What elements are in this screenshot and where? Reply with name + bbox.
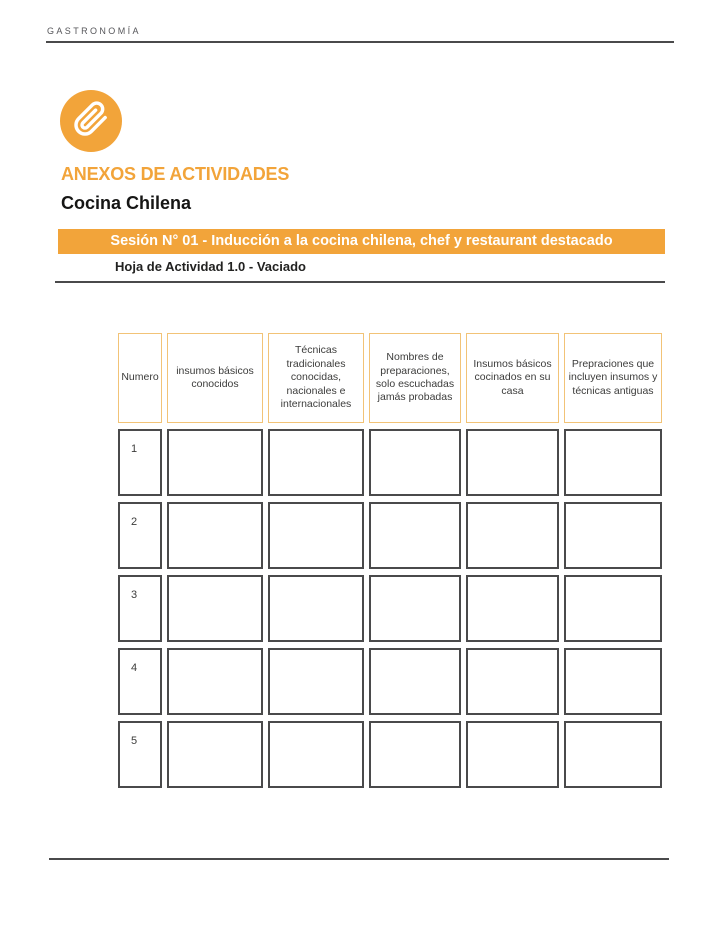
table-cell-empty — [167, 575, 263, 642]
column-header-nombres: Nombres de preparaciones, solo escuchadas jamás probadas — [369, 333, 461, 423]
activity-sheet-label: Hoja de Actividad 1.0 - Vaciado — [115, 259, 306, 274]
footer-divider — [49, 858, 669, 860]
header-divider — [55, 281, 665, 283]
row-number-cell: 2 — [118, 502, 162, 569]
table-cell-empty — [466, 648, 559, 715]
column-header-insumos: insumos básicos conocidos — [167, 333, 263, 423]
column-header-tecnicas: Técnicas tradicionales conocidas, nacionales e internacionales — [268, 333, 364, 423]
table-cell-empty — [369, 502, 461, 569]
table-cell-empty — [564, 575, 662, 642]
table-cell-empty — [268, 648, 364, 715]
table-cell-empty — [466, 575, 559, 642]
document-header-label: GASTRONOMÍA — [47, 26, 141, 36]
row-number-cell: 1 — [118, 429, 162, 496]
table-cell-empty — [564, 648, 662, 715]
row-number-cell: 4 — [118, 648, 162, 715]
table-cell-empty — [466, 502, 559, 569]
table-cell-empty — [268, 502, 364, 569]
table-cell-empty — [564, 502, 662, 569]
table-cell-empty — [369, 429, 461, 496]
activity-table — [118, 333, 662, 788]
top-divider — [46, 41, 674, 43]
column-header-numero: Numero — [118, 333, 162, 423]
table-cell-empty — [167, 502, 263, 569]
table-cell-empty — [564, 721, 662, 788]
session-banner: Sesión N° 01 - Inducción a la cocina chilena, chef y restaurant destacado — [58, 229, 665, 254]
column-header-prepraciones: Prepraciones que incluyen insumos y técnicas antiguas — [564, 333, 662, 423]
table-cell-empty — [167, 648, 263, 715]
table-cell-empty — [564, 429, 662, 496]
row-number-cell: 3 — [118, 575, 162, 642]
table-cell-empty — [167, 721, 263, 788]
row-number-cell: 5 — [118, 721, 162, 788]
table-cell-empty — [268, 429, 364, 496]
attachment-badge — [60, 90, 122, 152]
table-cell-empty — [369, 575, 461, 642]
table-cell-empty — [268, 721, 364, 788]
table-cell-empty — [167, 429, 263, 496]
table-cell-empty — [268, 575, 364, 642]
section-title: ANEXOS DE ACTIVIDADES — [61, 164, 290, 184]
table-cell-empty — [369, 648, 461, 715]
paperclip-icon — [73, 101, 109, 142]
course-title: Cocina Chilena — [61, 193, 192, 213]
table-cell-empty — [466, 721, 559, 788]
table-cell-empty — [466, 429, 559, 496]
table-cell-empty — [369, 721, 461, 788]
column-header-cocinados: Insumos básicos cocinados en su casa — [466, 333, 559, 423]
